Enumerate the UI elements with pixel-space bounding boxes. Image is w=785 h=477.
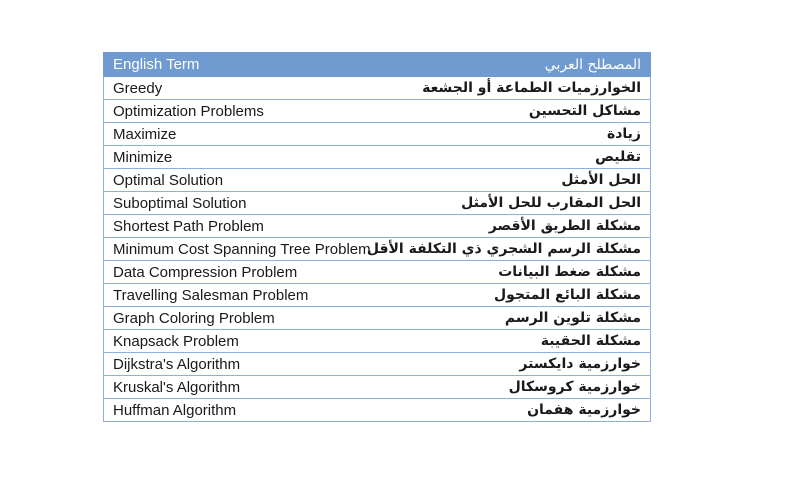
arabic-term-cell: مشكلة ضغط البيانات <box>406 261 651 284</box>
english-term-cell: Huffman Algorithm <box>104 399 406 422</box>
table-row <box>104 215 651 238</box>
english-term-cell: Suboptimal Solution <box>104 192 406 215</box>
arabic-term-cell: مشكلة الطريق الأقصر <box>406 215 651 238</box>
english-term-cell: Greedy <box>104 77 406 100</box>
english-term-cell: Minimize <box>104 146 406 169</box>
arabic-term-cell: مشكلة الرسم الشجري ذي التكلفة الأقل <box>406 238 651 261</box>
english-term-cell: Maximize <box>104 123 406 146</box>
arabic-term-cell: الحل المقارب للحل الأمثل <box>406 192 651 215</box>
table-row <box>104 100 651 123</box>
arabic-term-cell: خوارزمية كروسكال <box>406 376 651 399</box>
table-header <box>104 53 651 77</box>
header-row <box>104 53 651 77</box>
table-row <box>104 307 651 330</box>
arabic-term-cell: الخوارزميات الطماعة أو الجشعة <box>406 77 651 100</box>
table-body <box>104 77 651 422</box>
table-row <box>104 330 651 353</box>
arabic-term-cell: زيادة <box>406 123 651 146</box>
arabic-term-cell: خوارزمية هفمان <box>406 399 651 422</box>
glossary-table <box>103 52 651 422</box>
table-row <box>104 192 651 215</box>
english-term-cell: Graph Coloring Problem <box>104 307 406 330</box>
table-row <box>104 399 651 422</box>
arabic-term-cell: تقليص <box>406 146 651 169</box>
english-term-cell: Dijkstra's Algorithm <box>104 353 406 376</box>
table-row <box>104 169 651 192</box>
english-term-cell: Minimum Cost Spanning Tree Problem <box>104 238 406 261</box>
table-row <box>104 284 651 307</box>
arabic-term-cell: مشكلة تلوين الرسم <box>406 307 651 330</box>
header-arabic-term: المصطلح العربي <box>406 53 651 77</box>
table-row <box>104 353 651 376</box>
arabic-term-cell: مشكلة الحقيبة <box>406 330 651 353</box>
table-row <box>104 146 651 169</box>
table-row <box>104 376 651 399</box>
english-term-cell: Travelling Salesman Problem <box>104 284 406 307</box>
english-term-cell: Optimization Problems <box>104 100 406 123</box>
table-row <box>104 77 651 100</box>
english-term-cell: Data Compression Problem <box>104 261 406 284</box>
english-term-cell: Kruskal's Algorithm <box>104 376 406 399</box>
arabic-term-cell: مشاكل التحسين <box>406 100 651 123</box>
arabic-term-cell: الحل الأمثل <box>406 169 651 192</box>
table-row <box>104 123 651 146</box>
english-term-cell: Knapsack Problem <box>104 330 406 353</box>
arabic-term-cell: خوارزمية دايكستر <box>406 353 651 376</box>
header-english-term: English Term <box>104 53 406 77</box>
english-term-cell: Optimal Solution <box>104 169 406 192</box>
table-row <box>104 261 651 284</box>
table-row <box>104 238 651 261</box>
english-term-cell: Shortest Path Problem <box>104 215 406 238</box>
arabic-term-cell: مشكلة البائع المتجول <box>406 284 651 307</box>
